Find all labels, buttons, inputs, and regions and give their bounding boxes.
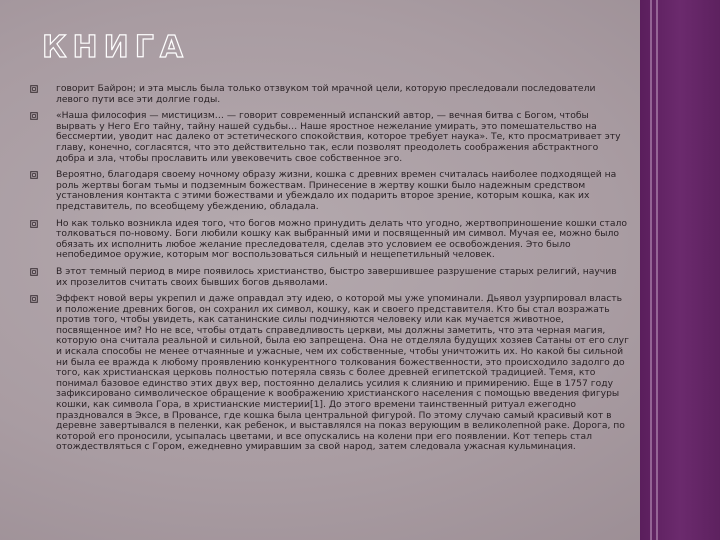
paragraph-text: В этот темный период в мире появилось христианство, быстро завершившее разрушение старых религий, научив их прозелитов считать своих бывших богов дьяволами. bbox=[56, 265, 617, 288]
paragraph-text: говорит Байрон; и эта мысль была только отзвуком той мрачной цели, которую преследовали последователи левого пути все эти долгие годы. bbox=[56, 83, 596, 105]
hollow-square-bullet-icon bbox=[30, 112, 38, 120]
paragraph-text: Но как только возникла идея того, что богов можно принудить делать что угодно, жертвоприношение кошки стало толковаться по-новому. Боги любили кошку как выбранный ими и посвященный им символ. Мучая ее, можно было обязать их исполнить любое желание преследователя, сделав это условием ее освобождения. Это было непобедимое оружие, которым мог воспользоваться сильный и нещепетильный человек. bbox=[56, 217, 628, 261]
hollow-square-bullet-icon bbox=[30, 171, 38, 179]
side-decor-band bbox=[640, 0, 720, 540]
side-decor-stripe bbox=[650, 0, 652, 540]
paragraph-text: Вероятно, благодаря своему ночному образу жизни, кошка с древних времен считалась наиболее подходящей на роль жертвы богам тьмы и подземным божествам. Принесение в жертву кошки было надежным средством установления контакта с этими божествами и убеждало их подарить второе зрение, которым кошка, как их представитель, по всеобщему убеждению, обладала. bbox=[56, 169, 617, 212]
hollow-square-bullet-icon bbox=[30, 295, 38, 303]
side-decor-stripe bbox=[656, 0, 658, 540]
bullet-list bbox=[30, 84, 630, 459]
hollow-square-bullet-icon bbox=[30, 268, 38, 276]
paragraph-item bbox=[30, 219, 630, 261]
paragraph-item bbox=[30, 170, 630, 212]
paragraph-item bbox=[30, 267, 630, 288]
paragraph-item bbox=[30, 84, 630, 105]
hollow-square-bullet-icon bbox=[30, 220, 38, 228]
paragraph-text: «Наша философия — мистицизм… — говорит современный испанский автор, — вечная битва с Богом, чтобы вырвать у Него Его тайну, тайну нашей судьбы… Наше яростное нежелание умирать, это помешательство на бессмертии, уводит нас далеко от эстетического спокойствия, которое требует наука». Те, кто просматривает эту главу, конечно, согласятся, что это действительно так, если позволят преодолеть соображения абстрактного добра и зла, чтобы прославить или увековечить свое собственное эго. bbox=[56, 110, 621, 164]
paragraph-item bbox=[30, 111, 630, 164]
hollow-square-bullet-icon bbox=[30, 85, 38, 93]
slide-title: КНИГА bbox=[42, 30, 190, 65]
paragraph-item bbox=[30, 294, 630, 453]
paragraph-text: Эффект новой веры укрепил и даже оправдал эту идею, о которой мы уже упоминали. Дьявол узурпировал власть и положение древних богов, он сохранил их символ, кошку, как и своего представителя. Кто бы стал возражать против того, чтобы увидеть, как сатанинские силы подчиняются человеку или как мучается животное, посвященное им? Но не все, чтобы отдать справедливость церкви, мы должны заметить, что эта черная магия, которую она считала реальной и сильной, была ею запрещена. Она не отделяла будущих хозяев Сатаны от его слуг и искала способы не менее отчаянные и ужасные, чем их собственные, чтобы уничтожить их. Но какой бы сильной ни была ее вражда к любому проявлению конкурентного толкования божественности, это происходило задолго до того, как христианская церковь полностью потеряла связь с более древней египетской традицией. Темя, кто понимал базовое единство этих двух вер, постоянно делались усилия к слиянию и примирению. Еще в 1757 году зафиксировано символическое обращение к воображению христианского населения с помощью введения фигуры кошки, как символа Гора, в христианские мистерии[1]. До этого времени таинственный ритуал ежегодно праздновался в Эксе, в Провансе, где кошка была центральной фигурой. По этому случаю самый красивый кот в деревне завертывался в пеленки, как ребенок, и выставлялся на показ верующим в великолепной раке. Дорога, по которой его проносили, усыпалась цветами, и все опускались на колени при его появлении. Кот теперь стал отождествляться с Гором, ежедневно умиравшим за свой народ, затем следовала ужасная кульминация. bbox=[56, 293, 629, 453]
